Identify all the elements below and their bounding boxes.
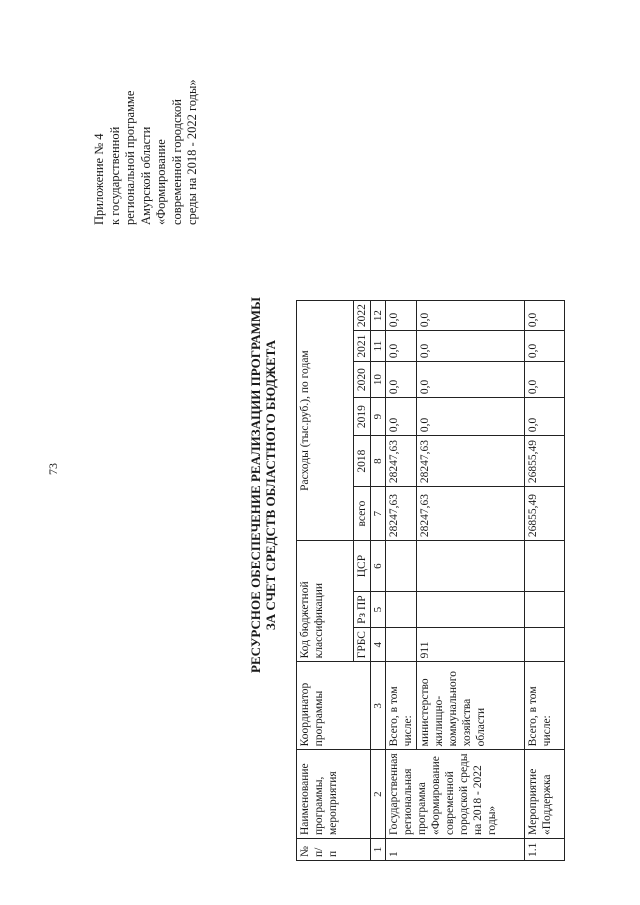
resource-table-wrapper [296, 300, 565, 861]
title-line-1: РЕСУРСНОЕ ОБЕСПЕЧЕНИЕ РЕАЛИЗАЦИИ ПРОГРАММЫ [248, 297, 263, 673]
col-number: 7 [371, 487, 386, 541]
header-2019: 2019 [354, 398, 371, 436]
col-number: 5 [371, 592, 386, 628]
cell-2019: 0,0 [417, 398, 525, 436]
col-number: 1 [371, 839, 386, 861]
header-2021: 2021 [354, 331, 371, 362]
cell-name: Государственная региональная программа «Формирование современной городской среды на 2018 - 2022 годы» [386, 750, 525, 839]
header-2018: 2018 [354, 436, 371, 487]
title-line-2: ЗА СЧЕТ СРЕДСТВ ОБЛАСТНОГО БЮДЖЕТА [263, 339, 278, 631]
header-2022: 2022 [354, 301, 371, 331]
appendix-line: Приложение № 4 [92, 133, 106, 225]
cell-name: Мероприятие «Поддержка [525, 750, 565, 839]
header-budget-code: Код бюджетной классификации [297, 541, 354, 662]
cell-2020: 0,0 [525, 362, 565, 398]
cell-2022: 0,0 [386, 301, 417, 331]
cell-2021: 0,0 [525, 331, 565, 362]
table-row [386, 301, 417, 861]
document-title [248, 235, 278, 735]
cell-2021: 0,0 [417, 331, 525, 362]
cell-2022: 0,0 [525, 301, 565, 331]
appendix-note [92, 5, 201, 225]
col-number: 2 [371, 750, 386, 839]
cell-total: 28247,63 [417, 487, 525, 541]
col-number: 10 [371, 362, 386, 398]
col-number: 11 [371, 331, 386, 362]
cell-num: 1.1 [525, 839, 565, 861]
col-number: 6 [371, 541, 386, 592]
header-grbs: ГРБС [354, 628, 371, 662]
appendix-line: «Формирование [154, 139, 168, 225]
col-number: 8 [371, 436, 386, 487]
appendix-line: региональной программе [123, 90, 137, 225]
cell-csr [525, 541, 565, 592]
table-row [525, 301, 565, 861]
header-expenses: Расходы (тыс.руб.), по годам [297, 301, 354, 541]
header-name: Наименование программы, мероприятия [297, 750, 371, 839]
cell-csr [386, 541, 417, 592]
appendix-line: современной городской [169, 99, 184, 225]
appendix-line: к государственной [107, 126, 122, 225]
col-number: 3 [371, 662, 386, 750]
header-num: № п/п [297, 839, 371, 861]
appendix-line: среды на 2018 - 2022 годы» [185, 79, 199, 225]
cell-2018: 28247,63 [386, 436, 417, 487]
cell-total: 26855,49 [525, 487, 565, 541]
cell-grbs [525, 628, 565, 662]
header-rzpr: Рз ПР [354, 592, 371, 628]
col-number: 4 [371, 628, 386, 662]
cell-2020: 0,0 [386, 362, 417, 398]
cell-coordinator: Всего, в том числе: [525, 662, 565, 750]
header-coordinator: Координатор программы [297, 662, 371, 750]
cell-rzpr [386, 592, 417, 628]
cell-2018: 26855,49 [525, 436, 565, 487]
cell-num: 1 [386, 839, 525, 861]
cell-grbs: 911 [417, 628, 525, 662]
header-2020: 2020 [354, 362, 371, 398]
resource-table [296, 300, 565, 861]
header-csr: ЦСР [354, 541, 371, 592]
cell-csr [417, 541, 525, 592]
col-number: 9 [371, 398, 386, 436]
page-number: 73 [46, 463, 60, 475]
cell-total: 28247,63 [386, 487, 417, 541]
cell-rzpr [417, 592, 525, 628]
appendix-line: Амурской области [138, 126, 153, 225]
cell-coordinator: Всего, в том числе: [386, 662, 417, 750]
cell-2018: 28247,63 [417, 436, 525, 487]
cell-2019: 0,0 [386, 398, 417, 436]
cell-2022: 0,0 [417, 301, 525, 331]
header-total: всего [354, 487, 371, 541]
col-number: 12 [371, 301, 386, 331]
cell-2021: 0,0 [386, 331, 417, 362]
cell-rzpr [525, 592, 565, 628]
cell-grbs [386, 628, 417, 662]
cell-2020: 0,0 [417, 362, 525, 398]
cell-2019: 0,0 [525, 398, 565, 436]
cell-coordinator: министерство жилищно-коммунального хозяйства области [417, 662, 525, 750]
